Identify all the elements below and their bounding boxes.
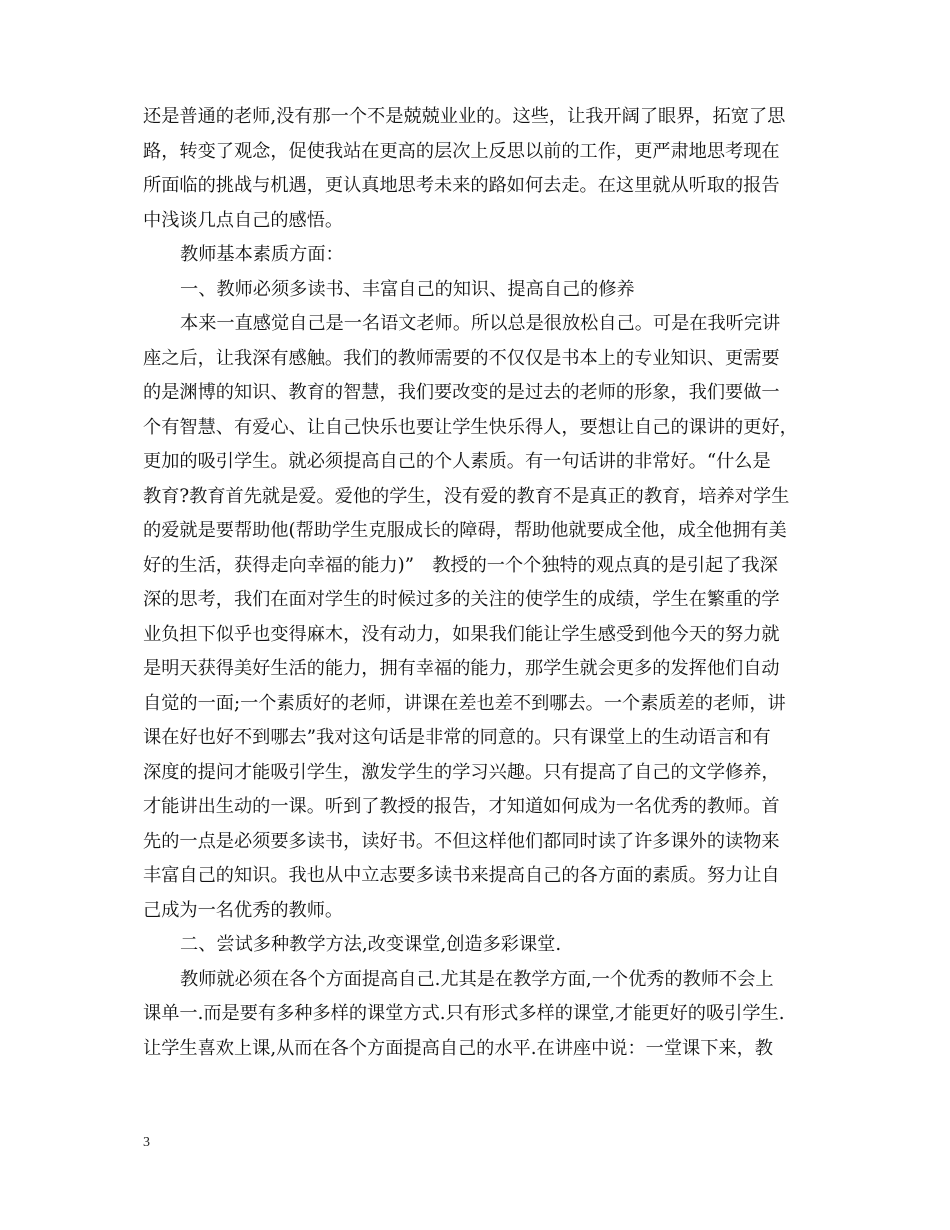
text-line: 课单一.而是要有多种多样的课堂方式.只有形式多样的课堂,才能更好的吸引学生. <box>143 1003 785 1024</box>
text-line: 中浅谈几点自己的感悟。 <box>143 209 344 231</box>
text-line: 先的一点是必须要多读书，读好书。不但这样他们都同时读了许多课外的读物来 <box>143 830 780 852</box>
text-line: 个有智慧、有爱心、让自己快乐也要让学生快乐得人，要想让自己的课讲的更好， <box>143 416 798 438</box>
text-line: 座之后，让我深有感触。我们的教师需要的不仅仅是书本上的专业知识、更需要 <box>143 347 780 369</box>
text-line: 课在好也好不到哪去”我对这句话是非常的同意的。只有课堂上的生动语言和有 <box>143 727 771 748</box>
section-heading: 教师基本素质方面： <box>180 244 344 265</box>
text-line: 让学生喜欢上课,从而在各个方面提高自己的水平.在讲座中说：一堂课下来，教 <box>143 1037 773 1059</box>
text-line: 好的生活，获得走向幸福的能力)” 教授的一个个独特的观点真的是引起了我深 <box>143 554 778 576</box>
text-line: 所面临的挑战与机遇，更认真地思考未来的路如何去走。在这里就从听取的报告 <box>143 175 780 196</box>
text-line: 教师就必须在各个方面提高自己.尤其是在教学方面,一个优秀的教师不会上 <box>180 968 774 990</box>
text-line: 的爱就是要帮助他(帮助学生克服成长的障碍，帮助他就要成全他，成全他拥有美 <box>143 520 787 541</box>
text-line: 深的思考，我们在面对学生的时候过多的关注的使学生的成绩，学生在繁重的学 <box>143 589 780 610</box>
text-line: 才能讲出生动的一课。听到了教授的报告，才知道如何成为一名优秀的教师。首 <box>143 796 780 817</box>
text-line: 深度的提问才能吸引学生，激发学生的学习兴趣。只有提高了自己的文学修养， <box>143 761 780 783</box>
text-line: 丰富自己的知识。我也从中立志要多读书来提高自己的各方面的素质。努力让自 <box>143 865 780 886</box>
text-line: 教育?教育首先就是爱。爱他的学生，没有爱的教育不是真正的教育，培养对学生 <box>143 485 790 507</box>
text-line: 还是普通的老师,没有那一个不是兢兢业业的。这些，让我开阔了眼界，拓宽了思 <box>143 106 786 127</box>
text-line: 是明天获得美好生活的能力，拥有幸福的能力，那学生就会更多的发挥他们自动 <box>143 658 780 679</box>
text-line: 业负担下似乎也变得麻木，没有动力，如果我们能让学生感受到他今天的努力就 <box>143 623 780 645</box>
page-number: 3 <box>143 1135 150 1150</box>
text-line: 的是渊博的知识、教育的智慧，我们要改变的是过去的老师的形象，我们要做一 <box>143 382 780 403</box>
section-heading: 一、教师必须多读书、丰富自己的知识、提高自己的修养 <box>180 278 635 300</box>
section-heading: 二、尝试多种教学方法,改变课堂,创造多彩课堂. <box>180 934 562 955</box>
text-line: 更加的吸引学生。就必须提高自己的个人素质。有一句话讲的非常好。“什么是 <box>143 451 771 472</box>
document-body <box>143 100 807 1066</box>
text-line: 本来一直感觉自己是一名语文老师。所以总是很放松自己。可是在我听完讲 <box>180 313 781 334</box>
text-line: 己成为一名优秀的教师。 <box>143 899 344 921</box>
text-line: 自觉的一面;一个素质好的老师，讲课在差也差不到哪去。一个素质差的老师，讲 <box>143 692 786 714</box>
text-line: 路，转变了观念，促使我站在更高的层次上反思以前的工作，更严肃地思考现在 <box>143 140 780 162</box>
